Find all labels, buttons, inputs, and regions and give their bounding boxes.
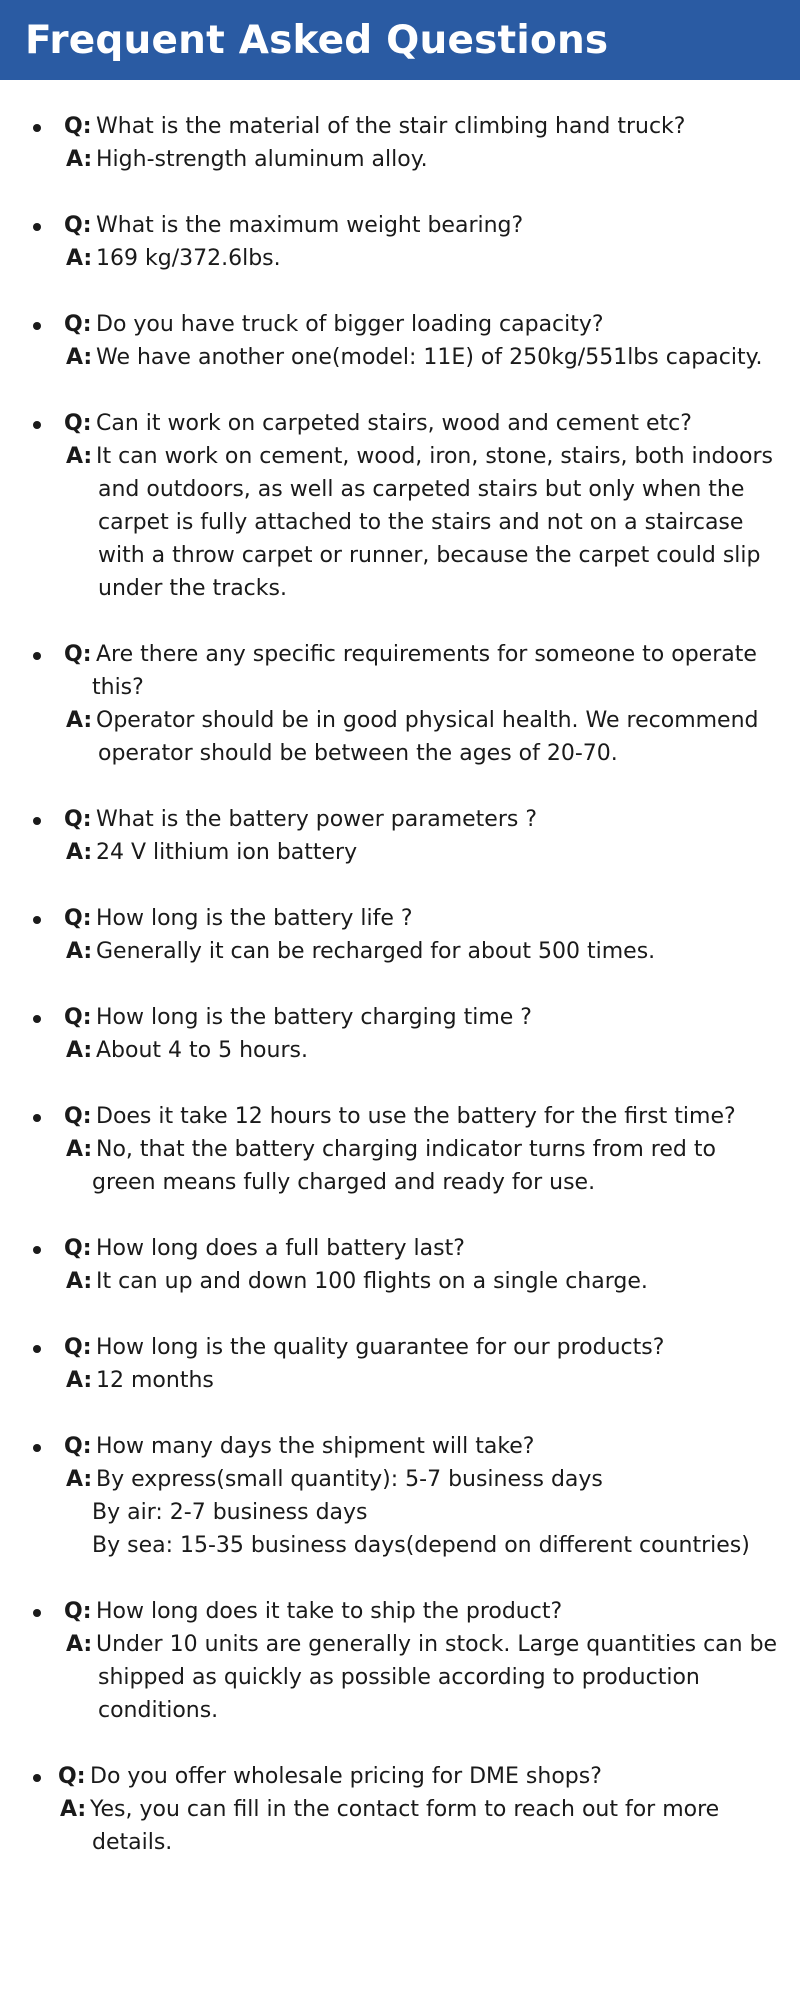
question-text: Do you have truck of bigger loading capacity? <box>96 312 604 337</box>
answer-text: No, that the battery charging indicator turns from red to <box>96 1137 716 1162</box>
answer-text: By air: 2-7 business days <box>92 1500 368 1525</box>
question-label: Q: <box>64 1005 92 1030</box>
bullet-icon <box>33 1246 41 1254</box>
answer-text: About 4 to 5 hours. <box>96 1038 308 1063</box>
answer-text: Generally it can be recharged for about 500 times. <box>96 939 656 964</box>
question-label: Q: <box>64 1236 92 1261</box>
bullet-icon <box>33 652 41 660</box>
answer-text: with a throw carpet or runner, because the carpet could slip <box>98 543 761 568</box>
answer-label: A: <box>66 246 93 271</box>
answer-text: 169 kg/372.6lbs. <box>96 246 281 271</box>
question-label: Q: <box>64 411 92 436</box>
question-text: What is the maximum weight bearing? <box>96 213 524 238</box>
answer-text: and outdoors, as well as carpeted stairs but only when the <box>98 477 745 502</box>
question-text: Are there any specific requirements for someone to operate <box>96 642 757 667</box>
bullet-icon <box>33 1444 41 1452</box>
answer-text: By sea: 15-35 business days(depend on different countries) <box>92 1533 750 1558</box>
answer-label: A: <box>66 1368 93 1393</box>
question-text: this? <box>92 675 144 700</box>
answer-label: A: <box>66 1269 93 1294</box>
answer-text: Yes, you can fill in the contact form to reach out for more <box>90 1797 720 1822</box>
answer-label: A: <box>66 345 93 370</box>
question-text: How long is the battery charging time ? <box>96 1005 532 1030</box>
question-label: Q: <box>64 1104 92 1129</box>
answer-text: details. <box>92 1830 173 1855</box>
bullet-icon <box>33 322 41 330</box>
answer-text: It can work on cement, wood, iron, stone, stairs, both indoors <box>96 444 773 469</box>
answer-label: A: <box>66 1467 93 1492</box>
answer-text: By express(small quantity): 5-7 business days <box>96 1467 603 1492</box>
answer-label: A: <box>66 939 93 964</box>
question-text: What is the battery power parameters ? <box>96 807 538 832</box>
bullet-icon <box>33 1114 41 1122</box>
question-label: Q: <box>64 1434 92 1459</box>
answer-label: A: <box>66 1632 93 1657</box>
question-label: Q: <box>64 213 92 238</box>
answer-label: A: <box>66 840 93 865</box>
question-text: How many days the shipment will take? <box>96 1434 535 1459</box>
question-text: How long does it take to ship the product? <box>96 1599 563 1624</box>
question-label: Q: <box>64 807 92 832</box>
answer-text: operator should be between the ages of 20-70. <box>98 741 618 766</box>
bullet-icon <box>33 421 41 429</box>
question-label: Q: <box>64 1599 92 1624</box>
answer-text: under the tracks. <box>98 576 287 601</box>
question-text: How long is the quality guarantee for our products? <box>96 1335 665 1360</box>
answer-text: High-strength aluminum alloy. <box>96 147 428 172</box>
answer-label: A: <box>60 1797 87 1822</box>
question-label: Q: <box>58 1764 86 1789</box>
answer-text: We have another one(model: 11E) of 250kg/551lbs capacity. <box>96 345 763 370</box>
question-label: Q: <box>64 1335 92 1360</box>
answer-text: 12 months <box>96 1368 214 1393</box>
question-text: What is the material of the stair climbing hand truck? <box>96 114 686 139</box>
answer-text: shipped as quickly as possible according to production <box>98 1665 700 1690</box>
bullet-icon <box>33 1609 41 1617</box>
bullet-icon <box>33 1015 41 1023</box>
bullet-icon <box>33 223 41 231</box>
question-text: Can it work on carpeted stairs, wood and cement etc? <box>96 411 692 436</box>
answer-label: A: <box>66 444 93 469</box>
question-label: Q: <box>64 642 92 667</box>
answer-text: carpet is fully attached to the stairs and not on a staircase <box>98 510 744 535</box>
question-label: Q: <box>64 312 92 337</box>
question-text: How long does a full battery last? <box>96 1236 465 1261</box>
answer-text: green means fully charged and ready for use. <box>92 1170 596 1195</box>
bullet-icon <box>33 1774 41 1782</box>
page-header <box>0 0 800 80</box>
answer-label: A: <box>66 708 93 733</box>
question-text: How long is the battery life ? <box>96 906 413 931</box>
question-label: Q: <box>64 114 92 139</box>
answer-text: It can up and down 100 flights on a single charge. <box>96 1269 648 1294</box>
bullet-icon <box>33 124 41 132</box>
answer-text: Under 10 units are generally in stock. Large quantities can be <box>96 1632 778 1657</box>
bullet-icon <box>33 1345 41 1353</box>
answer-label: A: <box>66 1038 93 1063</box>
page-title: Frequent Asked Questions <box>25 18 609 63</box>
answer-text: Operator should be in good physical health. We recommend <box>96 708 759 733</box>
question-label: Q: <box>64 906 92 931</box>
answer-label: A: <box>66 1137 93 1162</box>
answer-label: A: <box>66 147 93 172</box>
bullet-icon <box>33 817 41 825</box>
bullet-icon <box>33 916 41 924</box>
question-text: Does it take 12 hours to use the battery for the first time? <box>96 1104 736 1129</box>
question-text: Do you offer wholesale pricing for DME shops? <box>90 1764 602 1789</box>
answer-text: conditions. <box>98 1698 219 1723</box>
answer-text: 24 V lithium ion battery <box>96 840 358 865</box>
